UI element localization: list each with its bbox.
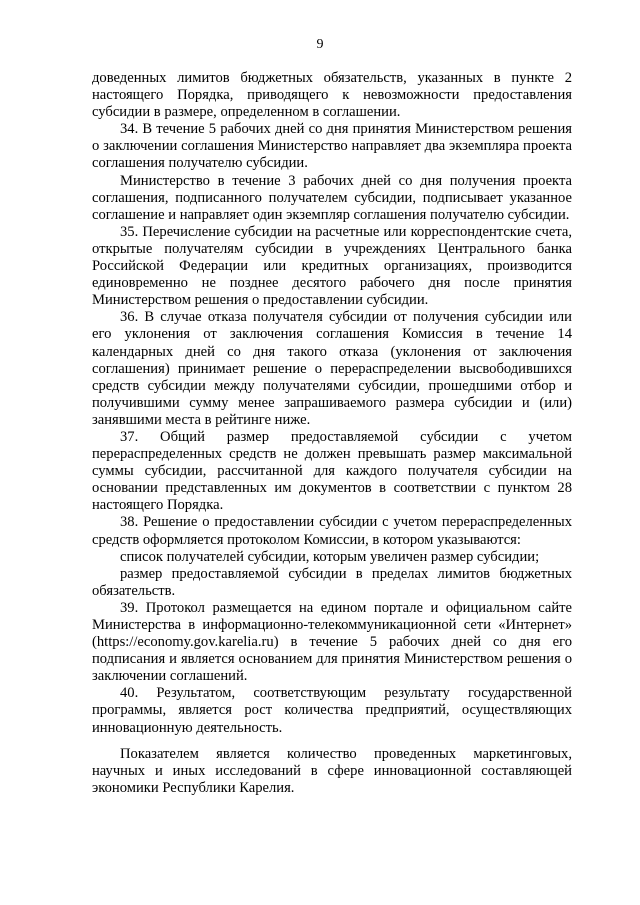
paragraph-34: 34. В течение 5 рабочих дней со дня принятия Министерством решения о заключении соглашения Министерство направляет два экземпляра проекта соглашения получателю субсидии. <box>92 121 572 172</box>
paragraph-37: 37. Общий размер предоставляемой субсидии с учетом перераспределенных средств не должен превышать размер максимальной суммы субсидии, рассчитанной для каждого получателя субсидии на основании представленных им документов в соответствии с пунктом 28 настоящего Порядка. <box>92 428 572 514</box>
paragraph-34-cont: Министерство в течение 3 рабочих дней со дня получения проекта соглашения, подписанного получателем субсидии, подписывает указанное соглашение и направляет один экземпляр соглашения получателю субсидии. <box>92 172 572 223</box>
paragraph-40: 40. Результатом, соответствующим результату государственной программы, является рост количества предприятий, осуществляющих инновационную деятельность. <box>92 685 572 736</box>
paragraph-continuation: доведенных лимитов бюджетных обязательств, указанных в пункте 2 настоящего Порядка, приводящего к невозможности предоставления субсидии в размере, определенном в соглашении. <box>92 70 572 121</box>
paragraph-36: 36. В случае отказа получателя субсидии от получения субсидии или его уклонения от заключения соглашения Комиссия в течение 14 календарных дней со дня такого отказа (уклонения от заключения соглашения) принимает решение о перераспределении высвободившихся средств субсидии между получателями субсидии, прошедшими отбор и получившими сумму менее запрашиваемого размера субсидии и (или) занявшими места в рейтинге ниже. <box>92 309 572 428</box>
page-number: 9 <box>316 37 324 52</box>
paragraph-38-item-1: список получателей субсидии, которым увеличен размер субсидии; <box>120 548 540 565</box>
paragraph-40-indicator: Показателем является количество проведенных маркетинговых, научных и иных исследований в сфере инновационной составляющей экономики Республики Карелия. <box>92 745 572 796</box>
paragraph-38-item-2: размер предоставляемой субсидии в пределах лимитов бюджетных обязательств. <box>92 565 572 599</box>
paragraph-35: 35. Перечисление субсидии на расчетные или корреспондентские счета, открытые получателям субсидии в учреждениях Центрального банка Российской Федерации или кредитных организациях, производится единовременно не позднее десятого рабочего дня после принятия Министерством решения о предоставлении субсидии. <box>92 223 572 309</box>
paragraph-39: 39. Протокол размещается на едином портале и официальном сайте Министерства в информационно-телекоммуникационной сети «Интернет» (https://economy.gov.karelia.ru) в течение 5 рабочих дней со дня его подписания и является основанием для принятия Министерством решения о заключении соглашений. <box>92 599 572 685</box>
document-body <box>92 70 572 797</box>
paragraph-38: 38. Решение о предоставлении субсидии с учетом перераспределенных средств оформляется протоколом Комиссии, в котором указываются: <box>92 514 572 548</box>
